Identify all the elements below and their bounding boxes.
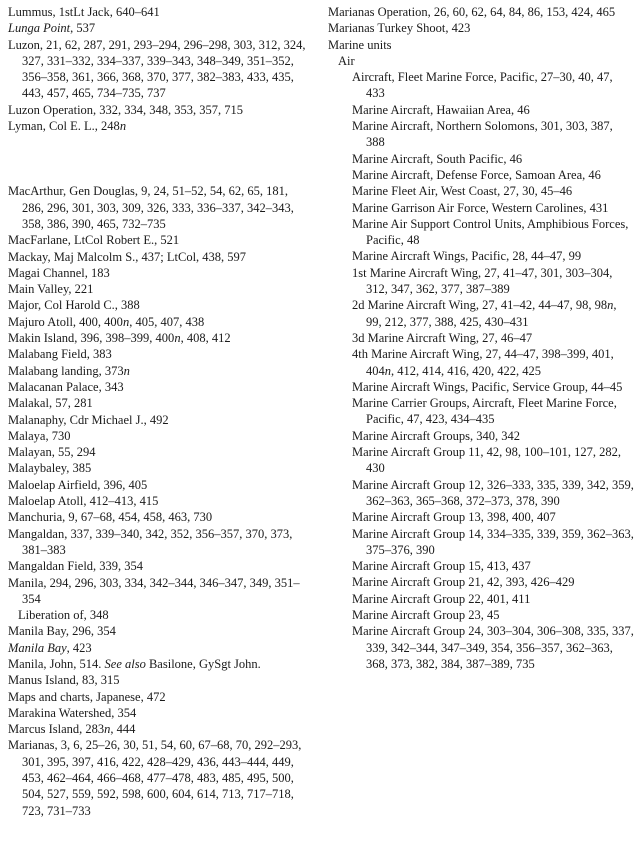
index-entry (8, 297, 310, 313)
entry-text: Marine units (328, 37, 392, 52)
entry-text: Marine Carrier Groups, Aircraft, Fleet Marine Force, Pacific, 47, 423, 434–435 (352, 396, 617, 427)
index-entry (8, 346, 310, 362)
index-subentry (328, 526, 634, 559)
index-subentry (328, 167, 634, 183)
entry-text: Mackay, Maj Malcolm S., 437; LtCol, 438, 597 (8, 249, 247, 264)
entry-text: Maps and charts, Japanese, 472 (8, 689, 166, 704)
index-subentry (328, 265, 634, 298)
entry-text: Malaybaley, 385 (8, 461, 92, 476)
index-subentry (328, 428, 634, 444)
entry-text: 1st Marine Aircraft Wing, 27, 41–47, 301, 303–304, 312, 347, 362, 377, 387–389 (352, 265, 613, 297)
entry-text: Manila, John, 514. (8, 656, 105, 671)
index-entry (8, 444, 310, 460)
entry-text: Lunga Point (8, 21, 71, 36)
entry-text: Marine Aircraft Group 13, 398, 400, 407 (352, 510, 556, 525)
index-subentry (328, 558, 634, 574)
entry-text: Mangaldan, 337, 339–340, 342, 352, 356–357, 370, 373, 381–383 (8, 526, 293, 557)
index-subentry (328, 183, 634, 199)
index-subentry (328, 477, 634, 510)
entry-text: n (123, 363, 130, 378)
index-subentry (328, 395, 634, 428)
index-subentry (328, 200, 634, 216)
index-entry (8, 672, 310, 688)
entry-text: Basilone, GySgt John. (145, 656, 261, 671)
index-subentry (8, 607, 310, 623)
index-entry (8, 20, 310, 36)
entry-text: Manchuria, 9, 67–68, 454, 458, 463, 730 (8, 510, 213, 525)
index-entry (8, 37, 310, 102)
entry-text: Marine Aircraft Group 23, 45 (352, 607, 500, 622)
entry-text: Main Valley, 221 (8, 282, 94, 297)
index-subentry (328, 379, 634, 395)
entry-text: Marine Aircraft Group 14, 334–335, 339, 359, 362–363, 375–376, 390 (352, 526, 634, 557)
entry-text: , 444 (110, 722, 136, 737)
index-entry (8, 428, 310, 444)
index-entry (8, 623, 310, 639)
entry-text: Mangaldan Field, 339, 354 (8, 559, 144, 574)
index-subentry (328, 216, 634, 249)
index-entry (8, 737, 310, 818)
entry-text: Liberation of, 348 (18, 608, 109, 623)
index-entry (8, 249, 310, 265)
entry-text: Makin Island, 396, 398–399, 400 (8, 331, 175, 346)
entry-text: Marine Aircraft Wings, Pacific, 28, 44–47, 99 (352, 249, 582, 264)
index-subentry (328, 607, 634, 623)
entry-text: Malanaphy, Cdr Michael J., 492 (8, 412, 169, 427)
index-entry (8, 477, 310, 493)
index-entry (8, 265, 310, 281)
entry-text: , 537 (70, 21, 96, 36)
index-subentry (328, 330, 634, 346)
index-column-right (328, 4, 634, 672)
entry-text: Maloelap Airfield, 396, 405 (8, 477, 148, 492)
index-subentry (328, 102, 634, 118)
entry-text: Marine Aircraft Group 11, 42, 98, 100–101, 127, 282, 430 (352, 445, 621, 476)
entry-text: Marianas Operation, 26, 60, 62, 64, 84, 86, 153, 424, 465 (328, 5, 616, 19)
entry-text: , 408, 412 (180, 331, 231, 346)
entry-text: Lyman, Col E. L., 248 (8, 119, 120, 134)
entry-text: Aircraft, Fleet Marine Force, Pacific, 27–30, 40, 47, 433 (352, 70, 613, 101)
index-entry (8, 183, 310, 232)
entry-text: Malakal, 57, 281 (8, 396, 93, 411)
entry-text: , 423 (66, 640, 92, 655)
entry-text: Marine Air Support Control Units, Amphibious Forces, Pacific, 48 (352, 216, 629, 248)
entry-text: Marakina Watershed, 354 (8, 705, 137, 720)
entry-text: 4th Marine Aircraft Wing, 27, 44–47, 398–399, 401, 404 (352, 347, 614, 378)
entry-text: Malacanan Palace, 343 (8, 379, 124, 394)
entry-text: n (104, 722, 111, 737)
entry-text: MacFarlane, LtCol Robert E., 521 (8, 233, 180, 248)
index-entry (8, 232, 310, 248)
entry-text: Magai Channel, 183 (8, 265, 110, 280)
entry-text: Marine Aircraft, Hawaiian Area, 46 (352, 102, 530, 117)
entry-text: n (607, 298, 614, 313)
entry-text: Malabang Field, 383 (8, 347, 112, 362)
index-subentry (328, 151, 634, 167)
index-entry (328, 4, 634, 20)
entry-text: Marine Aircraft Groups, 340, 342 (352, 428, 521, 443)
index-entry (8, 721, 310, 737)
entry-text: Marine Aircraft, Northern Solomons, 301, 303, 387, 388 (352, 119, 613, 150)
index-entry (8, 640, 310, 656)
entry-text: Maloelap Atoll, 412–413, 415 (8, 494, 159, 509)
entry-text: Lummus, 1stLt Jack, 640–641 (8, 5, 160, 19)
entry-text: Marine Fleet Air, West Coast, 27, 30, 45–46 (352, 184, 573, 199)
index-subentry (328, 509, 634, 525)
entry-text: Marine Aircraft Group 24, 303–304, 306–308, 335, 337, 339, 342–344, 347–349, 354, 356–357, 362–363, 368, 373, 382, 384, 387–389, 735 (352, 624, 634, 671)
index-subentry (328, 591, 634, 607)
entry-text: n (384, 363, 391, 378)
entry-text: Marianas Turkey Shoot, 423 (328, 21, 471, 36)
index-entry (8, 281, 310, 297)
index-entry (8, 705, 310, 721)
entry-text: Majuro Atoll, 400, 400 (8, 314, 123, 329)
entry-text: MacArthur, Gen Douglas, 9, 24, 51–52, 54, 62, 65, 181, 286, 296, 301, 303, 309, 326, 333, 336–337, 342–343, 358, 386, 390, 465, 732–735 (8, 184, 294, 231)
index-entry (328, 20, 634, 36)
index-entry (8, 363, 310, 379)
index-subentry (328, 248, 634, 264)
index-entry (8, 656, 310, 672)
entry-text: See also (104, 656, 146, 671)
entry-text: Marine Aircraft Group 22, 401, 411 (352, 591, 531, 606)
index-subentry (328, 346, 634, 379)
index-subentry (328, 574, 634, 590)
entry-text: Marine Aircraft, Defense Force, Samoan Area, 46 (352, 167, 601, 182)
index-subentry (328, 53, 634, 69)
entry-text: Manila Bay, 296, 354 (8, 624, 116, 639)
entry-text: n (122, 314, 130, 329)
entry-text: Marine Aircraft Group 15, 413, 437 (352, 559, 531, 574)
index-entry (8, 4, 310, 20)
entry-text: Malaya, 730 (8, 428, 71, 443)
entry-text: Luzon Operation, 332, 334, 348, 353, 357, 715 (8, 102, 244, 117)
index-entry (8, 412, 310, 428)
entry-text: Marine Aircraft Group 21, 42, 393, 426–429 (352, 575, 575, 590)
index-entry (328, 37, 634, 53)
index-subentry (328, 623, 634, 672)
entry-text: Marine Garrison Air Force, Western Carolines, 431 (352, 200, 609, 215)
entry-text: , 412, 414, 416, 420, 422, 425 (391, 363, 541, 378)
index-subentry (328, 297, 634, 330)
entry-text: 2d Marine Aircraft Wing, 27, 41–42, 44–47, 98, 98 (352, 298, 608, 313)
entry-text: Malayan, 55, 294 (8, 445, 96, 460)
entry-text: Major, Col Harold C., 388 (8, 298, 140, 313)
index-entry (8, 118, 310, 134)
entry-text: , 405, 407, 438 (129, 314, 205, 329)
index-entry (8, 493, 310, 509)
index-entry (8, 526, 310, 559)
entry-text: Marine Aircraft Wings, Pacific, Service Group, 44–45 (352, 379, 623, 394)
entry-text: Air (338, 53, 355, 68)
index-subentry (328, 444, 634, 477)
index-entry (8, 330, 310, 346)
index-entry (8, 689, 310, 705)
index-column-left (8, 4, 310, 819)
entry-text: n (174, 331, 181, 346)
entry-text: Marine Aircraft Group 12, 326–333, 335, 339, 342, 359, 362–363, 365–368, 372–373, 378, 390 (352, 477, 634, 508)
index-entry (8, 395, 310, 411)
entry-text: Manus Island, 83, 315 (8, 673, 120, 688)
index-entry (8, 379, 310, 395)
index-entry (8, 102, 310, 118)
entry-text: Manila Bay (8, 640, 67, 655)
entry-text: Marcus Island, 283 (8, 722, 105, 737)
entry-text: Manila, 294, 296, 303, 334, 342–344, 346–347, 349, 351–354 (8, 575, 300, 606)
entry-text: , 99, 212, 377, 388, 425, 430–431 (366, 298, 617, 329)
index-entry (8, 460, 310, 476)
entry-text: Luzon, 21, 62, 287, 291, 293–294, 296–298, 303, 312, 324, 327, 331–332, 334–337, 339–343, 348–349, 351–352, 356–358, 361, 366, 368, 370, 377, 382–383, 433, 435, 443, 457, 465, 734–735, 737 (8, 37, 306, 101)
entry-text: Marine Aircraft, South Pacific, 46 (352, 151, 523, 166)
entry-text: Marianas, 3, 6, 25–26, 30, 51, 54, 60, 67–68, 70, 292–293, 301, 395, 397, 416, 422, 428–429, 436, 443–444, 449, 453, 462–464, 466–468, 477–478, 483, 485, 495, 500, 504, 527, 559, 592, 598, 600, 604, 614, 713, 717–718, 723, 731–733 (8, 738, 302, 818)
index-subentry (328, 69, 634, 102)
index-entry (8, 558, 310, 574)
index-subentry (328, 118, 634, 151)
index-entry (8, 575, 310, 608)
index-entry (8, 314, 310, 330)
index-entry (8, 509, 310, 525)
entry-text: Malabang landing, 373 (8, 363, 124, 378)
entry-text: n (119, 119, 127, 134)
entry-text: 3d Marine Aircraft Wing, 27, 46–47 (352, 330, 533, 345)
